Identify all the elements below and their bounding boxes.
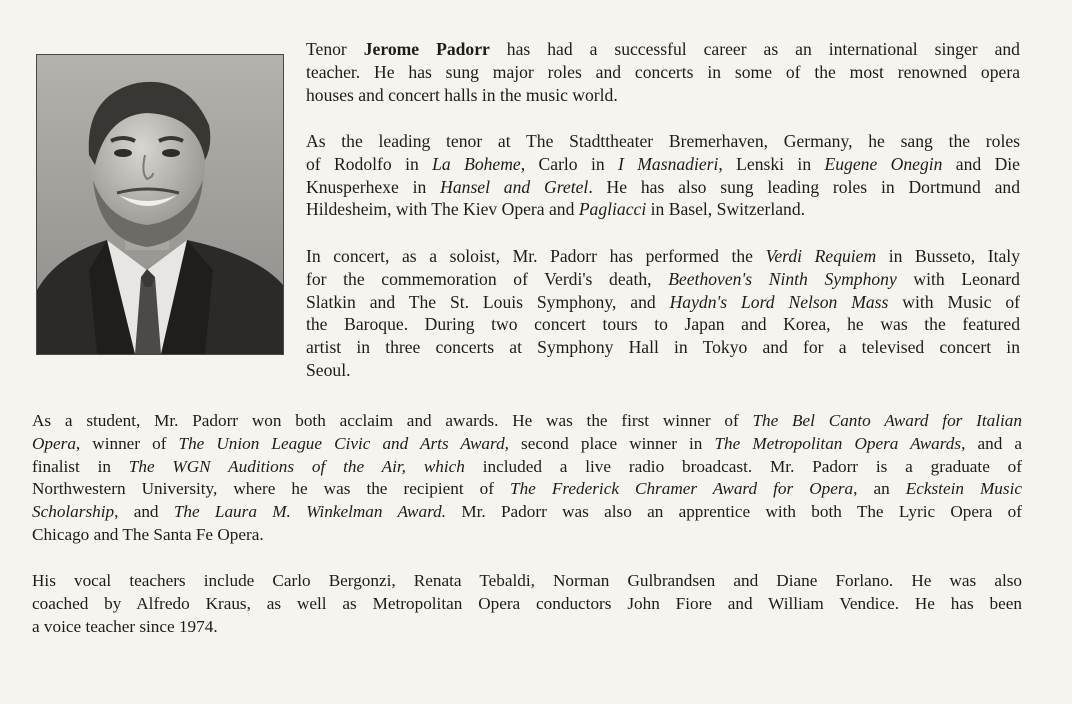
concert-paragraph [306,245,1020,382]
bold-name: Jerome Padorr [363,39,490,59]
p4-line-2: Opera, winner of The Union League Civic and Arts Award, second place winner in The Metropolitan Opera Awards, and a [32,433,1022,453]
italic-title: The Metropolitan Opera Awards [714,433,962,453]
italic-title: The Laura M. Winkelman Award. [173,502,447,522]
p5-line-3: a voice teacher since 1974. [32,616,218,636]
education-paragraph [32,410,1022,547]
p3-line-1: In concert, as a soloist, Mr. Padorr has performed the Verdi Requiem in Busseto, Italy [306,246,1020,266]
italic-title: The Frederick Chramer Award for Opera [510,479,854,499]
p1-line-1: Tenor Jerome Padorr has had a successful career as an international singer and [306,39,1020,59]
p3-line-4: the Baroque. During two concert tours to Japan and Korea, he was the featured [306,314,1020,335]
p3-line-5: artist in three concerts at Symphony Hall in Tokyo and for a televised concert in [306,337,1020,358]
career-paragraph [306,130,1020,221]
italic-title: Pagliacci [578,199,647,220]
portrait-photo [36,54,284,355]
teachers-paragraph [32,570,1022,638]
italic-title: La Boheme [432,153,521,174]
italic-title: I Masnadieri [618,153,719,174]
p1-line-2: teacher. He has sung major roles and concerts in some of the most renowned opera [306,61,1020,82]
p4-line-1: As a student, Mr. Padorr won both acclaim and awards. He was the first winner of The Bel Canto Award for Italian [32,411,1022,430]
p4-line-4: Northwestern University, where he was the recipient of The Frederick Chramer Award for Opera, an Eckstein Music [32,479,1022,499]
portrait-illustration [37,55,283,354]
p1-line-3: houses and concert halls in the music world. [306,84,618,105]
italic-title: Beethoven's Ninth Symphony [668,268,897,289]
p3-line-2: for the commemoration of Verdi's death, Beethoven's Ninth Symphony with Leonard [306,268,1020,289]
italic-title: Hansel and Gretel [440,176,589,197]
italic-title: Scholarship [32,502,115,522]
italic-title: Eckstein Music [905,479,1022,499]
p2-line-2: of Rodolfo in La Boheme, Carlo in I Masnadieri, Lenski in Eugene Onegin and Die [306,153,1020,174]
p5-line-1: His vocal teachers include Carlo Bergonzi, Renata Tebaldi, Norman Gulbrandsen and Diane Forlano. He was also [32,571,1022,590]
italic-title: The WGN Auditions of the Air, which [128,456,465,476]
italic-title: Verdi Requiem [765,246,877,266]
italic-title: The Bel Canto Award for Italian [752,411,1022,430]
p4-line-6: Chicago and The Santa Fe Opera. [32,524,264,544]
p4-line-3: finalist in The WGN Auditions of the Air, which included a live radio broadcast. Mr. Padorr is a graduate of [32,456,1022,476]
italic-title: Haydn's Lord Nelson Mass [669,291,889,312]
italic-title: The Union League Civic and Arts Award [178,433,505,453]
p5-line-2: coached by Alfredo Kraus, as well as Metropolitan Opera conductors John Fiore and William Vendice. He has been [32,593,1022,613]
italic-title: Opera [32,433,76,453]
p3-line-6: Seoul. [306,359,351,380]
p3-line-3: Slatkin and The St. Louis Symphony, and Haydn's Lord Nelson Mass with Music of [306,291,1020,312]
p2-line-1: As the leading tenor at The Stadttheater Bremerhaven, Germany, he sang the roles [306,131,1020,151]
italic-title: Eugene Onegin [824,153,943,174]
intro-paragraph [306,38,1020,106]
p4-line-5: Scholarship, and The Laura M. Winkelman Award. Mr. Padorr was also an apprentice with both The Lyric Opera of [32,502,1022,522]
p2-line-3: Knusperhexe in Hansel and Gretel. He has also sung leading roles in Dortmund and [306,176,1020,197]
p2-line-4: Hildesheim, with The Kiev Opera and Pagliacci in Basel, Switzerland. [306,199,806,220]
